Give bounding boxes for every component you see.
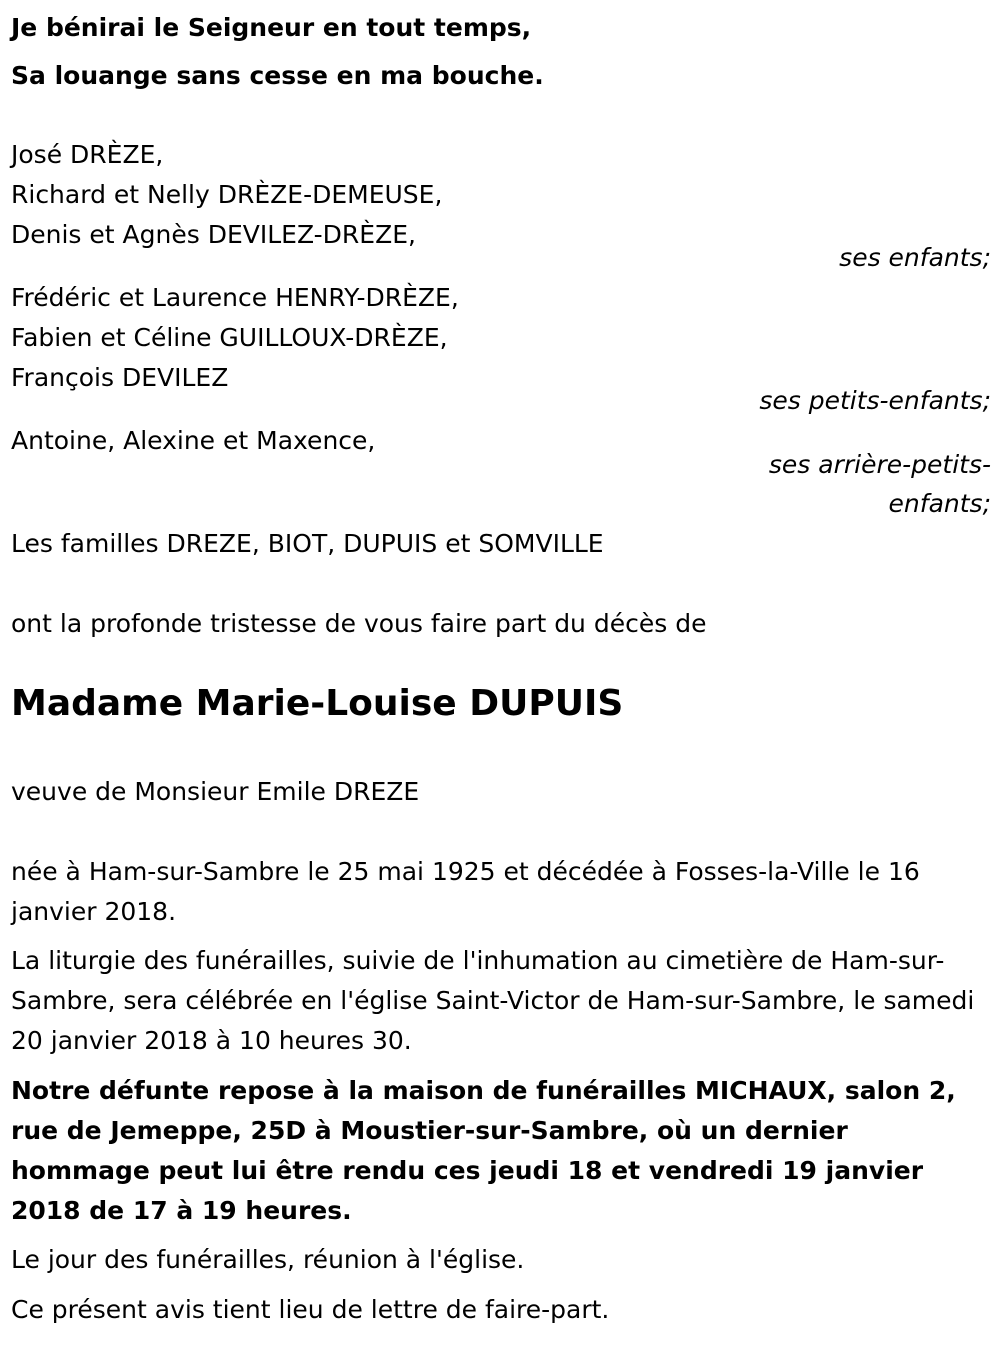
- grandchildren-role: ses petits-enfants;: [759, 386, 991, 415]
- widow-of: veuve de Monsieur Emile DREZE: [11, 777, 420, 806]
- notice-line: Ce présent avis tient lieu de lettre de faire-part.: [11, 1295, 610, 1324]
- great-grandchildren-role-line-1: ses arrière-petits-: [768, 450, 991, 479]
- child-name: José DRÈZE,: [11, 140, 164, 169]
- great-grandchild-name: Antoine, Alexine et Maxence,: [11, 426, 376, 455]
- quote-line-1: Je bénirai le Seigneur en tout temps,: [11, 13, 532, 42]
- meeting-line: Le jour des funérailles, réunion à l'église.: [11, 1245, 525, 1274]
- child-name: Denis et Agnès DEVILEZ-DRÈZE,: [11, 220, 416, 249]
- grandchild-name: Frédéric et Laurence HENRY-DRÈZE,: [11, 283, 459, 312]
- families-line: Les familles DREZE, BIOT, DUPUIS et SOMVILLE: [11, 529, 604, 558]
- great-grandchildren-role-line-2: enfants;: [888, 489, 991, 518]
- child-name: Richard et Nelly DRÈZE-DEMEUSE,: [11, 180, 443, 209]
- grandchild-name: François DEVILEZ: [11, 363, 229, 392]
- liturgy-paragraph: La liturgie des funérailles, suivie de l'inhumation au cimetière de Ham-sur-Sambre, sera célébrée en l'église Saint-Victor de Ham-sur-Sambre, le samedi 20 janvier 2018 à 10 heures 30.: [11, 946, 975, 1055]
- birth-death-paragraph: née à Ham-sur-Sambre le 25 mai 1925 et décédée à Fosses-la-Ville le 16 janvier 2018.: [11, 857, 920, 926]
- deceased-name: Madame Marie-Louise DUPUIS: [11, 683, 624, 724]
- visitation-paragraph: Notre défunte repose à la maison de funérailles MICHAUX, salon 2, rue de Jemeppe, 25D à Moustier-sur-Sambre, où un dernier hommage peut lui être rendu ces jeudi 18 et vendredi 19 janvier 2018 de 17 à 19 heures.: [11, 1076, 956, 1225]
- quote-line-2: Sa louange sans cesse en ma bouche.: [11, 61, 544, 90]
- announcement: ont la profonde tristesse de vous faire part du décès de: [11, 609, 707, 638]
- grandchild-name: Fabien et Céline GUILLOUX-DRÈZE,: [11, 323, 448, 352]
- children-role: ses enfants;: [839, 243, 991, 272]
